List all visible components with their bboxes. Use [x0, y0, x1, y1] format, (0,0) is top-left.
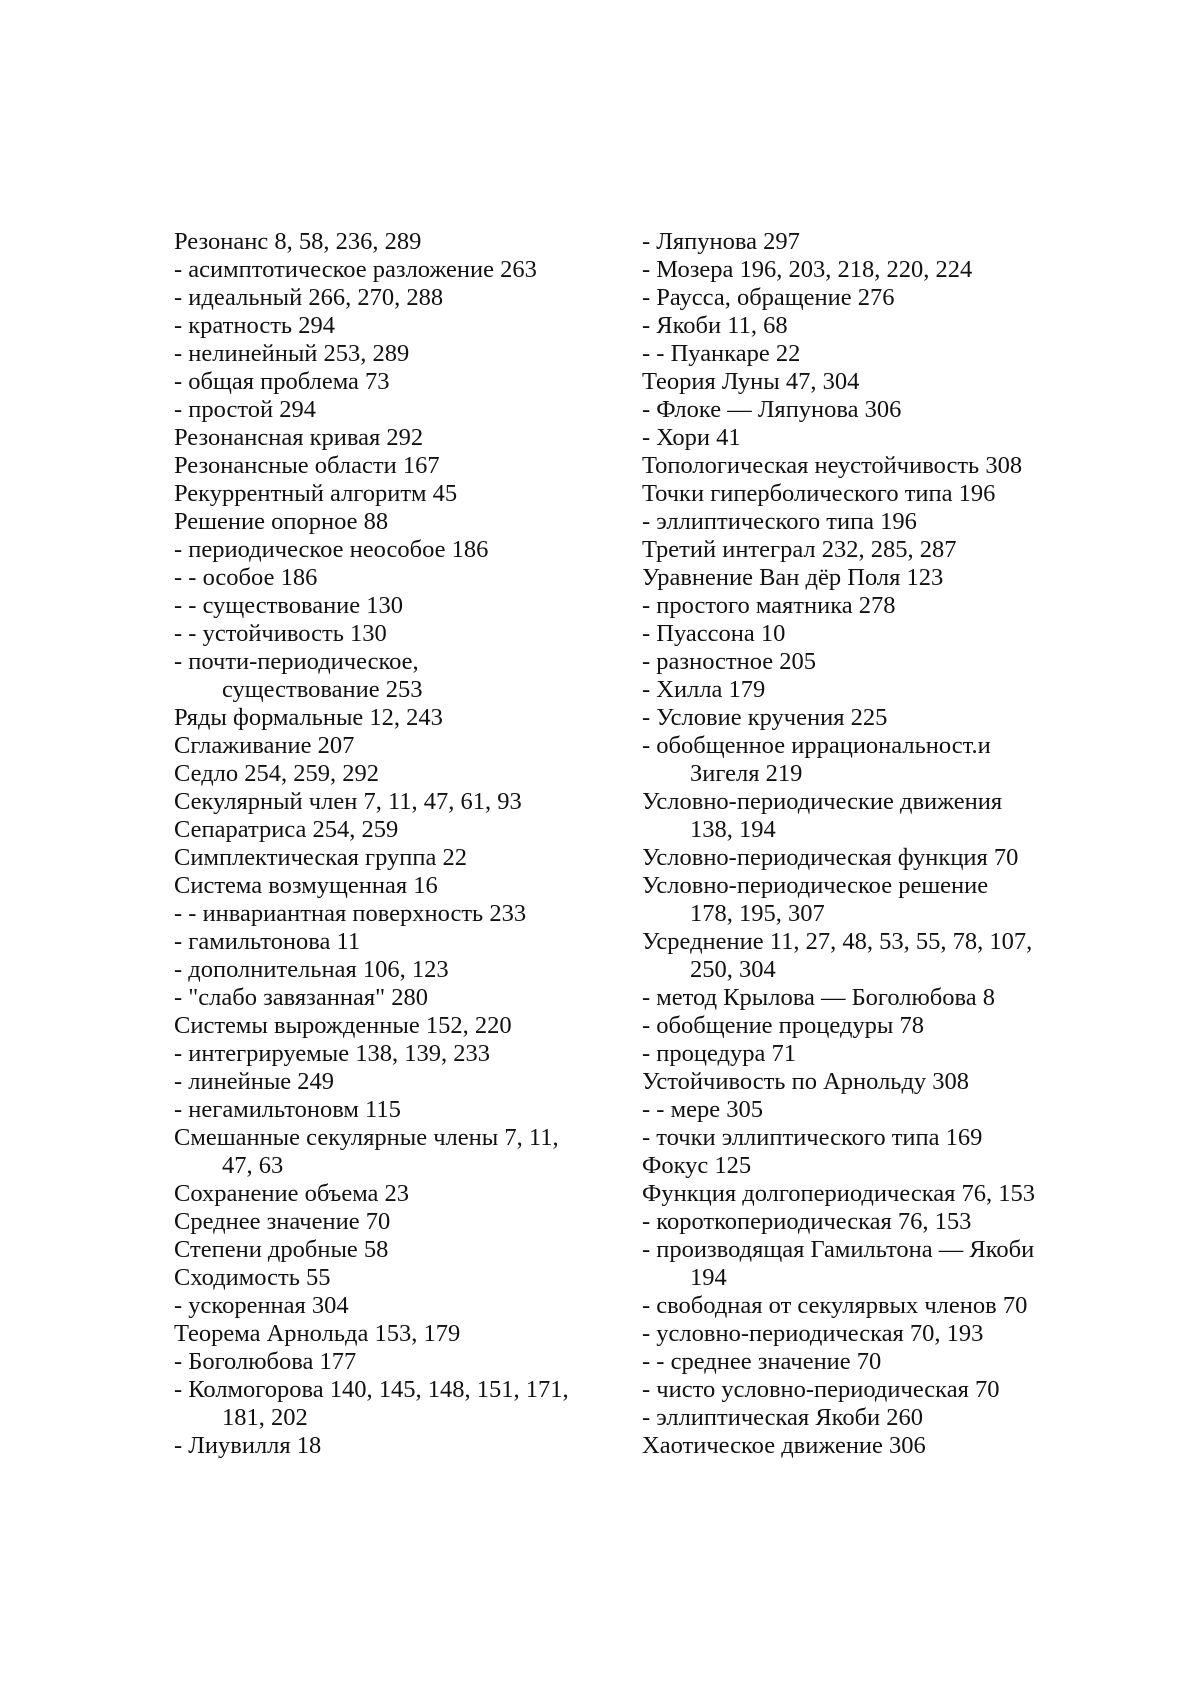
index-entry: - - мере 305 [642, 1096, 763, 1123]
index-entry: Сепаратриса 254, 259 [174, 816, 399, 843]
index-entry: - - инвариантная поверхность 233 [174, 900, 527, 927]
index-entry: Точки гиперболического типа 196 [642, 480, 996, 507]
index-entry: - обобщенное иррациональност.и [642, 732, 991, 759]
index-entry-continuation: 194 [690, 1264, 727, 1291]
index-entry: - периодическое неособое 186 [174, 536, 489, 563]
index-entry: - негамильтоновм 115 [174, 1096, 401, 1123]
index-entry: Устойчивость по Арнольду 308 [642, 1068, 970, 1095]
index-entry: Среднее значение 70 [174, 1208, 391, 1235]
index-entry: Рекуррентный алгоритм 45 [174, 480, 458, 507]
index-entry: - процедура 71 [642, 1040, 797, 1067]
index-entry: - - устойчивость 130 [174, 620, 387, 647]
index-entry: - производящая Гамильтона — Якоби [642, 1236, 1035, 1263]
index-entry: Функция долгопериодическая 76, 153 [642, 1180, 1035, 1207]
index-entry: Хаотическое движение 306 [642, 1432, 926, 1459]
index-entry: - Ляпунова 297 [642, 228, 800, 255]
index-entry: - условно-периодическая 70, 193 [642, 1320, 984, 1347]
index-entry: - простой 294 [174, 396, 316, 423]
index-entry: Третий интеграл 232, 285, 287 [642, 536, 957, 563]
index-entry: - эллиптическая Якоби 260 [642, 1404, 924, 1431]
index-entry: Системы вырожденные 152, 220 [174, 1012, 512, 1039]
index-entry: Смешанные секулярные члены 7, 11, [174, 1124, 559, 1151]
index-entry: Ряды формальные 12, 243 [174, 704, 443, 731]
index-entry: - асимптотическое разложение 263 [174, 256, 537, 283]
index-entry: Решение опорное 88 [174, 508, 389, 535]
index-entry: Резонанс 8, 58, 236, 289 [174, 228, 422, 255]
index-entry: Условно-периодические движения [642, 788, 1003, 815]
index-entry: Сглаживание 207 [174, 732, 355, 759]
index-entry: - гамильтонова 11 [174, 928, 361, 955]
index-entry-continuation: 178, 195, 307 [690, 900, 825, 927]
index-entry: Резонансная кривая 292 [174, 424, 424, 451]
index-entry: Фокус 125 [642, 1152, 752, 1179]
index-entry: - короткопериодическая 76, 153 [642, 1208, 972, 1235]
index-entry: - - Пуанкаре 22 [642, 340, 801, 367]
index-entry: - эллиптического типа 196 [642, 508, 917, 535]
index-entry: - Боголюбова 177 [174, 1348, 357, 1375]
index-entry: - линейные 249 [174, 1068, 335, 1095]
index-entry: - почти-периодическое, [174, 648, 419, 675]
index-entry: - кратность 294 [174, 312, 335, 339]
index-entry: - Условие кручения 225 [642, 704, 888, 731]
index-entry: - идеальный 266, 270, 288 [174, 284, 444, 311]
index-entry: - точки эллиптического типа 169 [642, 1124, 983, 1151]
index-entry: Топологическая неустойчивость 308 [642, 452, 1023, 479]
index-entry: Седло 254, 259, 292 [174, 760, 380, 787]
index-entry: Резонансные области 167 [174, 452, 440, 479]
index-right-column [642, 228, 1072, 1460]
index-entry: - Лиувилля 18 [174, 1432, 322, 1459]
index-entry: - Мозера 196, 203, 218, 220, 224 [642, 256, 973, 283]
index-entry: - - существование 130 [174, 592, 404, 619]
index-entry: - метод Крылова — Боголюбова 8 [642, 984, 996, 1011]
index-entry: Сохранение объема 23 [174, 1180, 410, 1207]
index-entry: - Пуассона 10 [642, 620, 786, 647]
index-entry: Уравнение Ван дёр Поля 123 [642, 564, 944, 591]
index-entry: - разностное 205 [642, 648, 817, 675]
index-left-column [174, 228, 594, 1460]
index-entry-continuation: 250, 304 [690, 956, 776, 983]
index-entry: Теория Луны 47, 304 [642, 368, 860, 395]
index-entry: Степени дробные 58 [174, 1236, 389, 1263]
index-entry: - Флоке — Ляпунова 306 [642, 396, 902, 423]
index-entry: Сходимость 55 [174, 1264, 331, 1291]
index-entry: - обобщение процедуры 78 [642, 1012, 925, 1039]
index-entry: - простого маятника 278 [642, 592, 896, 619]
index-entry-continuation: 47, 63 [222, 1152, 284, 1179]
index-entry-continuation: существование 253 [222, 676, 423, 703]
index-entry: Теорема Арнольда 153, 179 [174, 1320, 461, 1347]
index-entry: Система возмущенная 16 [174, 872, 438, 899]
index-entry: - "слабо завязанная" 280 [174, 984, 428, 1011]
index-entry-continuation: Зигеля 219 [690, 760, 803, 787]
index-entry: - Хори 41 [642, 424, 741, 451]
index-entry: - чисто условно-периодическая 70 [642, 1376, 1000, 1403]
index-entry: - Колмогорова 140, 145, 148, 151, 171, [174, 1376, 569, 1403]
index-entry: Симплектическая группа 22 [174, 844, 467, 871]
index-entry: Условно-периодическое решение [642, 872, 989, 899]
index-entry: Условно-периодическая функция 70 [642, 844, 1019, 871]
index-entry: - - среднее значение 70 [642, 1348, 882, 1375]
index-entry-continuation: 181, 202 [222, 1404, 308, 1431]
index-entry-continuation: 138, 194 [690, 816, 776, 843]
index-entry: - Якоби 11, 68 [642, 312, 788, 339]
index-entry: - дополнительная 106, 123 [174, 956, 449, 983]
index-entry: Секулярный член 7, 11, 47, 61, 93 [174, 788, 522, 815]
index-entry: Усреднение 11, 27, 48, 53, 55, 78, 107, [642, 928, 1033, 955]
index-entry: - свободная от секулярвых членов 70 [642, 1292, 1028, 1319]
index-entry: - общая проблема 73 [174, 368, 390, 395]
index-entry: - Хилла 179 [642, 676, 766, 703]
index-entry: - Раусса, обращение 276 [642, 284, 895, 311]
index-entry: - интегрируемые 138, 139, 233 [174, 1040, 490, 1067]
index-entry: - ускоренная 304 [174, 1292, 349, 1319]
index-entry: - - особое 186 [174, 564, 318, 591]
index-entry: - нелинейный 253, 289 [174, 340, 410, 367]
